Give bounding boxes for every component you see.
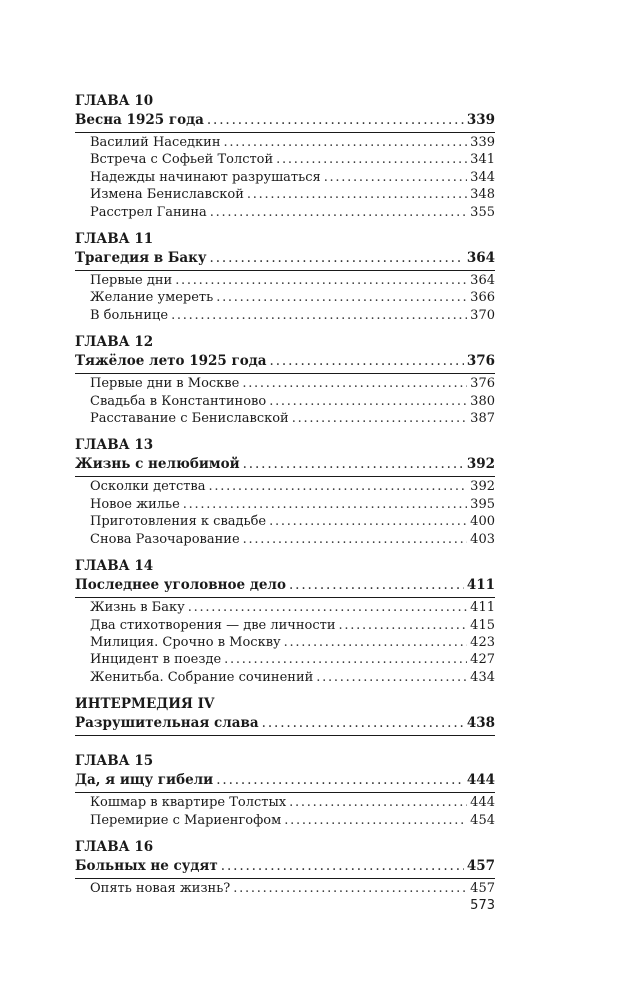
dot-leader (292, 410, 467, 427)
toc-entry[interactable] (75, 186, 495, 203)
entry-title: Надежды начинают разрушаться (90, 169, 321, 185)
toc-entry[interactable] (75, 307, 495, 324)
dot-leader (216, 771, 464, 790)
entry-title: Весна 1925 года (75, 112, 204, 128)
toc-entry-main[interactable] (75, 111, 495, 130)
dot-leader (316, 669, 467, 686)
chapter-block (75, 92, 495, 221)
entry-page: 344 (470, 169, 495, 185)
entry-title: Да, я ищу гибели (75, 772, 214, 789)
toc-entry-main[interactable] (75, 352, 495, 371)
chapter-heading: ГЛАВА 13 (75, 437, 154, 454)
entry-page: 376 (466, 353, 495, 370)
entry-page: 364 (466, 250, 495, 267)
entry-title: Измена Бениславской (90, 187, 244, 203)
dot-leader (221, 857, 464, 876)
toc-entry[interactable] (75, 289, 495, 306)
entry-title: Разрушительная слава (75, 715, 259, 732)
chapter-block (75, 695, 495, 736)
entry-title: Тяжёлое лето 1925 года (75, 353, 267, 370)
dot-leader (224, 651, 467, 668)
heading-rule (75, 373, 495, 374)
chapter-block (75, 752, 495, 829)
dot-leader (207, 111, 464, 130)
dot-leader (175, 272, 467, 289)
entry-title: Женитьба. Собрание сочинений (90, 669, 314, 685)
chapter-block (75, 333, 495, 427)
dot-leader (188, 599, 467, 616)
heading-rule (75, 132, 495, 133)
entry-page: 423 (470, 634, 495, 650)
toc-entry[interactable] (75, 204, 495, 221)
dot-leader (284, 812, 467, 829)
chapter-heading: ГЛАВА 16 (75, 838, 154, 855)
entry-title: Опять новая жизнь? (90, 880, 231, 896)
entry-page: 392 (470, 479, 495, 495)
dot-leader (224, 134, 468, 151)
entry-title: Трагедия в Баку (75, 250, 207, 267)
dot-leader (233, 880, 467, 897)
toc-entry[interactable] (75, 272, 495, 289)
entry-page: 427 (470, 652, 495, 668)
entry-page: 364 (470, 273, 495, 289)
dot-leader (289, 794, 467, 811)
toc-entry[interactable] (75, 651, 495, 668)
toc-entry[interactable] (75, 134, 495, 151)
chapter-heading: ГЛАВА 10 (75, 93, 154, 109)
entry-page: 387 (470, 411, 495, 427)
table-of-contents (75, 92, 495, 906)
dot-leader (210, 204, 467, 221)
entry-page: 411 (466, 577, 495, 594)
entry-page: 415 (470, 617, 495, 633)
entry-page: 392 (466, 456, 495, 473)
entry-title: Первые дни (90, 273, 173, 289)
chapter-heading: ГЛАВА 15 (75, 753, 154, 770)
page-number: 573 (470, 898, 495, 913)
entry-title: Осколки детства (90, 479, 206, 495)
entry-page: 444 (466, 772, 495, 789)
dot-leader (171, 307, 467, 324)
entry-page: 339 (470, 135, 495, 150)
entry-page: 403 (470, 531, 495, 547)
toc-entry[interactable] (75, 375, 495, 392)
entry-page: 400 (470, 514, 495, 530)
toc-entry-main[interactable] (75, 857, 495, 876)
dot-leader (270, 352, 464, 371)
entry-page: 348 (470, 187, 495, 203)
entry-page: 355 (470, 204, 495, 220)
entry-title: Жизнь в Баку (90, 600, 185, 616)
toc-entry[interactable] (75, 496, 495, 513)
dot-leader (216, 289, 467, 306)
heading-rule (75, 878, 495, 879)
entry-title: Перемирие с Мариенгофом (90, 812, 282, 828)
entry-title: Больных не судят (75, 857, 218, 874)
entry-page: 457 (470, 880, 495, 896)
dot-leader (247, 186, 467, 203)
entry-title: Встреча с Софьей Толстой (90, 152, 274, 168)
entry-title: Снова Разочарование (90, 531, 240, 547)
heading-rule (75, 792, 495, 793)
chapter-block (75, 436, 495, 548)
dot-leader (243, 531, 468, 548)
toc-entry[interactable] (75, 513, 495, 530)
toc-entry-main[interactable] (75, 714, 495, 733)
entry-title: Новое жилье (90, 496, 180, 512)
entry-page: 376 (470, 376, 495, 392)
toc-entry[interactable] (75, 478, 495, 495)
chapter-block (75, 557, 495, 686)
chapter-block (75, 230, 495, 324)
toc-entry[interactable] (75, 880, 495, 897)
entry-page: 438 (466, 715, 495, 732)
toc-entry-main[interactable] (75, 455, 495, 474)
entry-title: Инцидент в поезде (90, 652, 222, 668)
toc-entry[interactable] (75, 599, 495, 616)
entry-page: 444 (470, 795, 495, 811)
entry-page: 339 (466, 112, 495, 128)
dot-leader (284, 634, 468, 651)
dot-leader (269, 513, 467, 530)
entry-title: Приготовления к свадьбе (90, 514, 267, 530)
toc-entry[interactable] (75, 794, 495, 811)
toc-entry[interactable] (75, 634, 495, 651)
toc-entry[interactable] (75, 393, 495, 410)
entry-page: 366 (470, 290, 495, 306)
dot-leader (243, 455, 464, 474)
dot-leader (183, 496, 467, 513)
entry-title: Милиция. Срочно в Москву (90, 634, 281, 650)
chapter-heading: ИНТЕРМЕДИЯ IV (75, 696, 215, 713)
chapter-heading: ГЛАВА 12 (75, 334, 154, 351)
chapter-heading: ГЛАВА 14 (75, 558, 154, 575)
entry-title: В больнице (90, 307, 169, 323)
dot-leader (210, 249, 464, 268)
dot-leader (324, 169, 467, 186)
dot-leader (242, 375, 467, 392)
dot-leader (276, 151, 467, 168)
dot-leader (262, 714, 464, 733)
entry-title: Последнее уголовное дело (75, 577, 286, 594)
chapter-block (75, 838, 495, 897)
entry-title: Кошмар в квартире Толстых (90, 795, 287, 811)
entry-page: 411 (470, 600, 495, 616)
entry-title: Два стихотворения — две личности (90, 617, 336, 633)
heading-rule (75, 597, 495, 598)
heading-rule (75, 735, 495, 736)
toc-entry[interactable] (75, 410, 495, 427)
toc-entry[interactable] (75, 531, 495, 548)
toc-entry[interactable] (75, 812, 495, 829)
entry-title: Желание умереть (90, 290, 214, 306)
entry-page: 370 (470, 307, 495, 323)
toc-entry-main[interactable] (75, 576, 495, 595)
heading-rule (75, 476, 495, 477)
toc-entry[interactable] (75, 151, 495, 168)
dot-leader (339, 617, 468, 634)
dot-leader (289, 576, 464, 595)
entry-title: Расстрел Ганина (90, 204, 207, 220)
chapter-heading: ГЛАВА 11 (75, 231, 154, 248)
dot-leader (209, 478, 468, 495)
toc-entry[interactable] (75, 669, 495, 686)
entry-title: Первые дни в Москве (90, 376, 240, 392)
entry-title: Василий Наседкин (90, 135, 221, 150)
dot-leader (269, 393, 467, 410)
toc-entry[interactable] (75, 617, 495, 634)
toc-entry-main[interactable] (75, 249, 495, 268)
entry-page: 454 (470, 812, 495, 828)
entry-page: 395 (470, 496, 495, 512)
entry-title: Жизнь с нелюбимой (75, 456, 240, 473)
entry-page: 380 (470, 393, 495, 409)
heading-rule (75, 270, 495, 271)
entry-page: 434 (470, 669, 495, 685)
entry-page: 341 (470, 152, 495, 168)
entry-title: Свадьба в Константиново (90, 393, 267, 409)
toc-entry[interactable] (75, 169, 495, 186)
toc-entry-main[interactable] (75, 771, 495, 790)
entry-title: Расставание с Бениславской (90, 411, 289, 427)
entry-page: 457 (466, 857, 495, 874)
